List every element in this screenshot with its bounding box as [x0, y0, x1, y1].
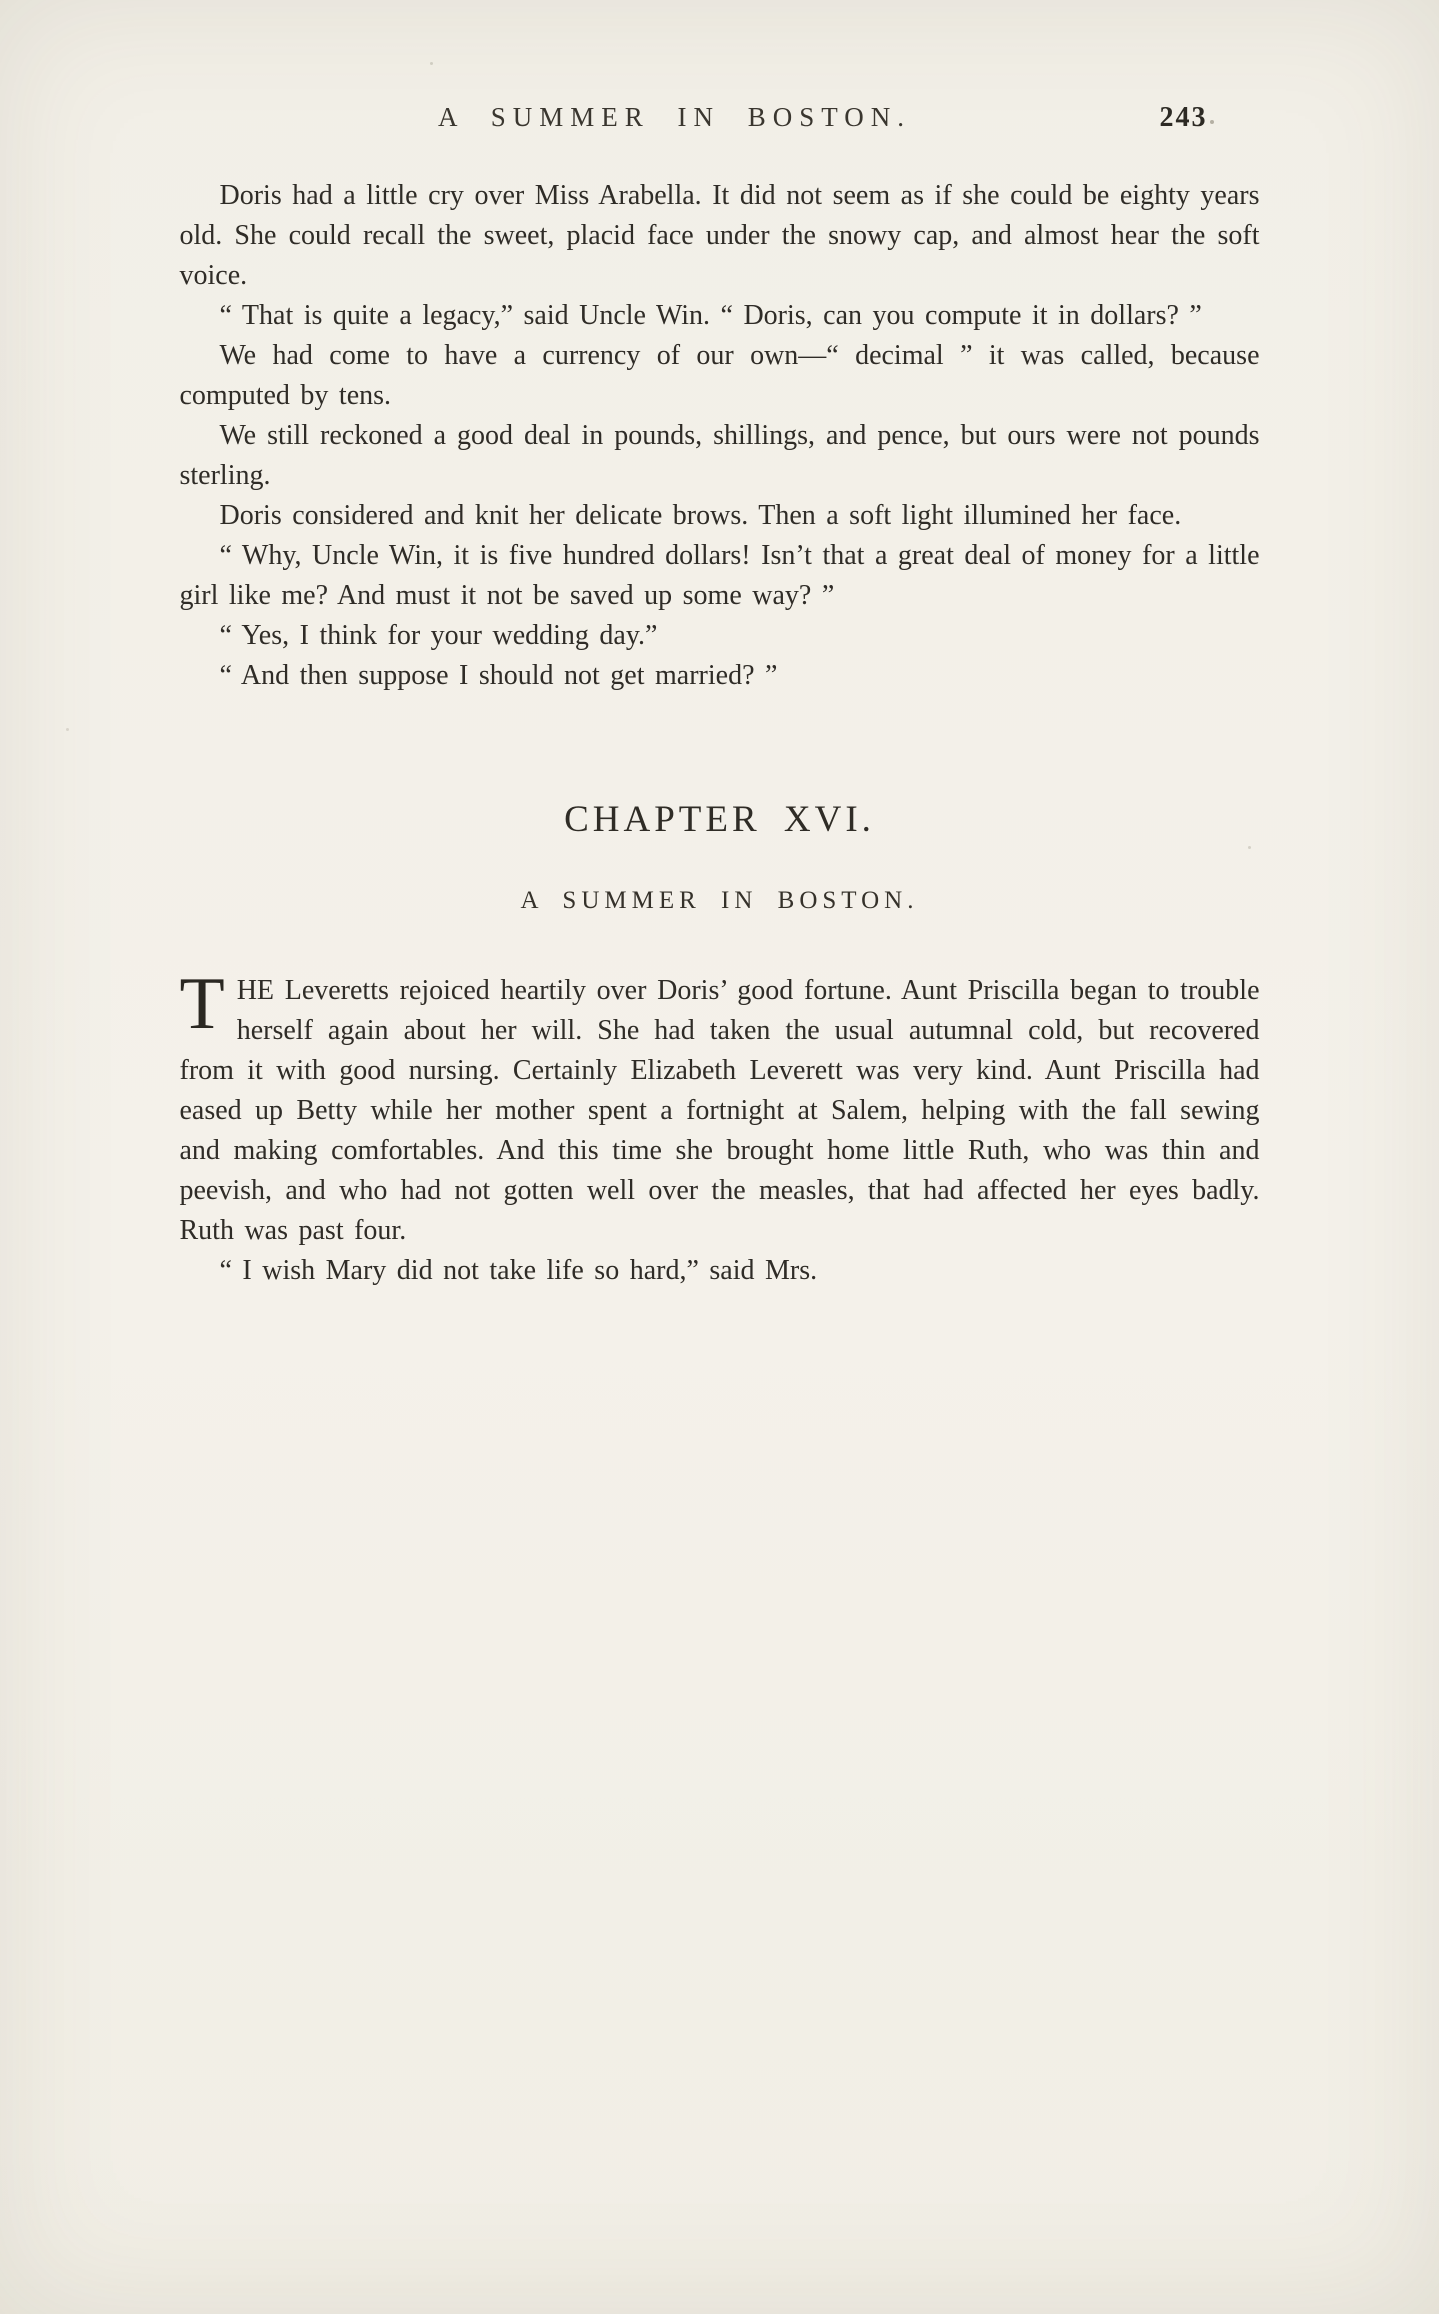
- paragraph: “ I wish Mary did not take life so hard,” said Mrs.: [219, 1255, 818, 1286]
- chapter-heading: CHAPTER XVI.: [564, 799, 875, 840]
- running-header: [180, 102, 1260, 142]
- running-header-title: A SUMMER IN BOSTON.: [437, 102, 912, 132]
- page-number: 243: [1159, 102, 1208, 133]
- scan-speck: [66, 728, 69, 731]
- scan-speck: [430, 62, 433, 65]
- paragraph: “ Yes, I think for your wedding day.”: [219, 620, 658, 651]
- chapter-opening-paragraph: [179, 963, 1260, 1251]
- page-content: [180, 0, 1260, 1291]
- paragraph: Doris considered and knit her delicate brows. Then a soft light illumined her face.: [219, 500, 1182, 531]
- paragraph: Doris had a little cry over Miss Arabella. It did not seem as if she could be eighty years old. She could recall the sweet, placid face under the snowy cap, and almost hear the soft voice.: [179, 180, 1260, 291]
- paragraph: “ That is quite a legacy,” said Uncle Win. “ Doris, can you compute it in dollars? ”: [219, 300, 1202, 331]
- paragraph: “ Why, Uncle Win, it is five hundred dollars! Isn’t that a great deal of money for a little girl like me? And must it not be saved up some way? ”: [179, 540, 1260, 611]
- dropcap-initial: T: [179, 963, 225, 1045]
- paragraph: We had come to have a currency of our own—“ decimal ” it was called, because computed by tens.: [179, 340, 1260, 411]
- previous-chapter-text: [180, 176, 1260, 696]
- scan-speck: [1248, 846, 1251, 849]
- chapter-opening-text: HE Leveretts rejoiced heartily over Doris’ good fortune. Aunt Priscilla began to trouble herself again about her will. She had taken the usual autumnal cold, but recovered from it with good nursing. Certainly Elizabeth Leverett was very kind. Aunt Priscilla had eased up Betty while her mother spent a fortnight at Salem, helping with the fall sewing and making comfortables. And this time she brought home little Ruth, who was thin and peevish, and who had not gotten well over the measles, that had affected her eyes badly. Ruth was past four.: [179, 975, 1260, 1246]
- chapter-text: [179, 963, 1260, 1291]
- paragraph: We still reckoned a good deal in pounds, shillings, and pence, but ours were not pounds sterling.: [179, 420, 1260, 491]
- paragraph: “ And then suppose I should not get married? ”: [219, 660, 778, 691]
- scan-speck: [1210, 120, 1214, 124]
- chapter-subtitle: A SUMMER IN BOSTON.: [520, 887, 919, 914]
